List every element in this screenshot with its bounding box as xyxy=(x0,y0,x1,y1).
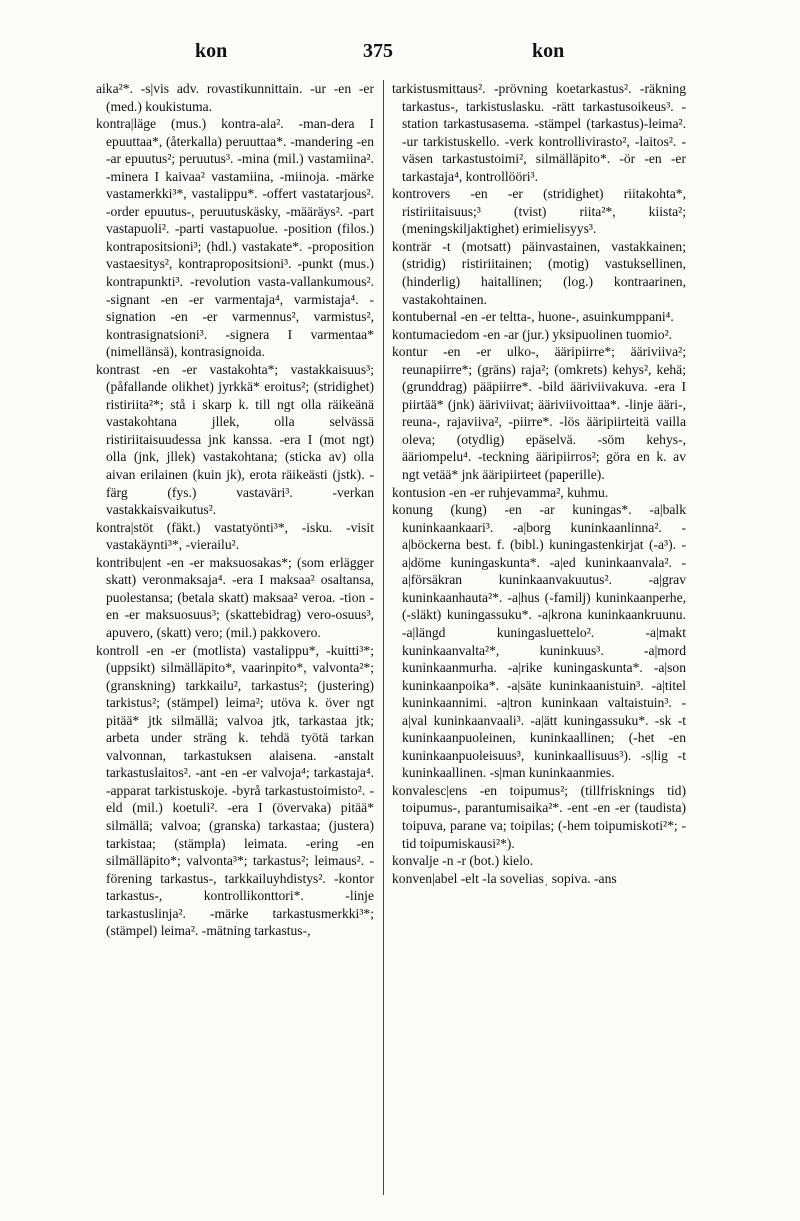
entry: konung (kung) -en -ar kuningas*. -a|balk kuninkaankaari³. -a|borg kuninkaanlinna². -a|böckerna best. f. (bibl.) kuningastenkirjat (-a³). -a|döme kuningaskunta*. -a|ed kuninkaanvala². -a|försäkran kuninkaanvakuutus². -a|grav kuninkaanhauta²*. -a|hus (-familj) kuninkaanperhe, (-släkt) kuningassuku*. -a|krona kuninkaankruunu. -a|längd kuningasluettelo². -a|makt kuninkaanvalta²*, kuninkuus³. -a|mord kuninkaanmurha. -a|rike kuningaskunta*. -a|son kuninkaanpoika*. -a|säte kuninkaanistuin³. -a|titel kuninkaannimi. -a|tron kuninkaan valtaistuin³. -a|val kuninkaanvaali³. -a|ätt kuningassuku*. -sk -t kuninkaanpuoleinen, kuninkaallinen; (-het -en kuninkaanpuoleisuus³, kuninkaallisuus³). -s|lig -t kuninkaallinen. -s|man kuninkaanmies. xyxy=(392,502,686,781)
entry: kontur -en -er ulko-, ääripiirre*; ääriviiva²; reunapiirre*; (gräns) raja²; (omkrets) kehys², kehä; (grunddrag) pääpiirre*. -bild ääriviivakuva. -era I piirtää* (jnk) ääriviivat; ääriviivoittaa*. -linje ääri-, reuna-, rajaviiva², -piirre*. -lös ääripiirteitä vailla oleva; (otydlig) epäselvä. -söm kehys-, ääriompelu⁴. -teckning ääripiirros²; göra en k. av ngt vetää* jnk ääripiirteet (paperille). xyxy=(392,344,686,483)
entry: kontra|stöt (fäkt.) vastatyönti³*, -isku. -visit vastakäynti³*, -vierailu². xyxy=(96,519,374,553)
right-column xyxy=(392,80,686,1202)
entry: kontumaciedom -en -ar (jur.) yksipuolinen tuomio². xyxy=(392,326,673,342)
entry: aika²*. -s|vis adv. rovastikunnittain. -ur -en -er (med.) koukistuma. xyxy=(96,81,374,114)
column-divider xyxy=(383,80,384,1195)
entry: kontrovers -en -er (stridighet) riitakohta*, ristiriitaisuus;³ (tvist) riita²*, kiista²; (meningskiljaktighet) erimielisyys³. xyxy=(392,186,686,237)
entry: konvalje -n -r (bot.) kielo. xyxy=(392,853,534,869)
left-column xyxy=(96,80,374,1202)
entry: kontribu|ent -en -er maksuosakas*; (som erlägger skatt) veronmaksaja⁴. -era I maksaa² osaltansa, puolestansa; (betala skatt) maksaa² veroa. -tion -en -er maksuosuus³; (skattebidrag) vero-osuus³, apuvero, (skatt) vero; (mil.) pakkovero. xyxy=(96,554,374,640)
entry: kontra|läge (mus.) kontra-ala². -man-dera I epuuttaa*, (återkalla) peruuttaa*. -mandering -en -ar epuutus²; peruutus³. -mina (mil.) vastamiina². -minera I kaivaa² vastamiina, -miinoja. -märke vastamerkki³*, vastalippu*. -offert vastatarjous². -order epuutus-, peruutuskäsky, -määräys². -part vastapuoli². -parti vastapuolue. -position (filos.) kontrapositsioni³; (hdl.) vastakate*. -proposition vastaesitys², kontrapropositsioni³. -punkt (mus.) kontrapunkti³. -revolution vasta-vallankumous². -signant -en -er varmentaja⁴, varmistaja⁴. -signation -en -er varmennus², varmistus², kontrasignatsioni³. -signera I varmentaa* (nimellänsä), kontrasignoida. xyxy=(96,116,374,360)
entry: konträr -t (motsatt) päinvastainen, vastakkainen; (stridig) ristiriitainen; (motig) vastuksellinen, (hinderlig) haitallinen; (log.) kontraarinen, vastakohtainen. xyxy=(392,238,686,307)
entry: kontrast -en -er vastakohta*; vastakkaisuus³; (påfallande olikhet) jyrkkä* eroitus²; (stridighet) ristiriita²*; stå i skarp k. till ngt olla räikeänä vastakohtana jllek, olla selvässä ristiriitaisuudessa jnk kanssa. -era I (mot ngt) olla (jnk, jllek) vastakohtana; (sticka av) olla aivan erilainen (kuin jk), erota räikeästi (jstk). -färg (fys.) vastaväri³. -verkan vastakkaisvaikutus². xyxy=(96,361,374,518)
page-header xyxy=(0,40,800,70)
page-number: 375 xyxy=(363,40,393,62)
entry: kontroll -en -er (motlista) vastalippu*, -kuitti³*; (uppsikt) silmälläpito*, vaarinpito*, valvonta²*; (granskning) tarkkailu², tarkastus²; (justering) tarkistus²; (stämpel) leima²; utöva k. över ngt pitää* jtk silmällä; valvoa jtk, tarkastaa jtk; arbeta under sträng k. tehdä työtä tarkan valvonnan, tarkastuksen alaisena. -anstalt tarkastuslaitos². -ant -en -er valvoja⁴; tarkastaja⁴. -apparat tarkistuskoje. -byrå tarkastustoimisto². -eld (mil.) koetuli². -era I (övervaka) pitää* silmällä; valvoa; (granska) tarkastaa; (justera) tarkistaa; (stämpla) leimata. -ering -en silmälläpito*; valvonta³*; tarkastus²; leimaus². -förening tarkastus-, tarkkailuyhdistys². -kontor tarkastus-, kontrollikonttori*. -linje tarkastuslinja². -märke tarkastusmerkki³*; (stämpel) leima². -mätning tarkastus-, xyxy=(96,642,374,939)
header-left-guideword: kon xyxy=(195,40,228,62)
entry: tarkistusmittaus². -prövning koetarkastus². -räkning tarkastus-, tarkistuslasku. -rätt tarkastusoikeus³. -station tarkastusasema. -stämpel (tarkastus)-leima². -ur tarkistuskello. -verk kontrollivirasto², -laitos². -väsen tarkastustoimi², silmälläpito*. -ör -en -er tarkastaja⁴, kontrollööri³. xyxy=(392,81,686,184)
header-right-guideword: kon xyxy=(532,40,565,62)
entry: konven|abel -elt -la soveliasˌ sopiva. -ans xyxy=(392,870,617,886)
entry: konvalesc|ens -en toipumus²; (tillfrisknings tid) toipumus-, parantumisaika²*. -ent -en -er (taudista) toipuva, parane va; toipilas; (-hem toipumiskoti²*; -tid toipumiskausi²*). xyxy=(392,782,686,851)
entry: kontusion -en -er ruhjevamma², kuhmu. xyxy=(392,484,609,500)
entry: kontubernal -en -er teltta-, huone-, asuinkumppani⁴. xyxy=(392,309,674,325)
